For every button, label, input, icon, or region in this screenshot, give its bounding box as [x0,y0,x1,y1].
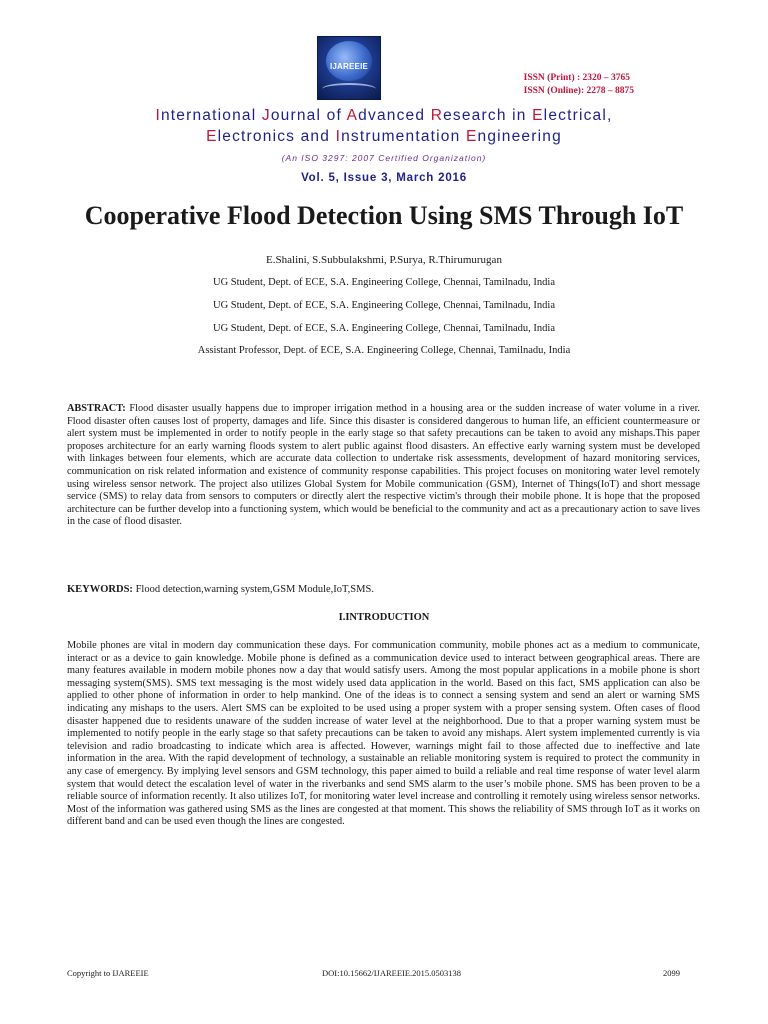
footer-copyright: Copyright to IJAREEIE [67,968,149,978]
paper-authors: E.Shalini, S.Subbulakshmi, P.Surya, R.Thirumurugan [266,254,502,266]
affiliation-1: UG Student, Dept. of ECE, S.A. Engineering College, Chennai, Tamilnadu, India [212,277,555,288]
affiliation-3: UG Student, Dept. of ECE, S.A. Engineering College, Chennai, Tamilnadu, India [212,323,555,334]
journal-word-cap: E [206,128,218,145]
abstract-label: ABSTRACT: [67,403,126,414]
issn-online: ISSN (Online): 2278 – 8875 [523,86,634,96]
journal-word-cap: I [335,128,342,145]
volume-issue: Vol. 5, Issue 3, March 2016 [301,172,467,184]
journal-word-rest: nternational [160,107,262,124]
introduction-text: Mobile phones are vital in modern day communication these days. For communication community, mobile phones act as a medium to communicate, interact or as a device to gain knowledge. Mobile phone is defined as a communication device used to interact between geographical areas. There are many features available in modern mobile phones now a day that would satisfy users. Among the most popular applications in a mobile phone is short messaging system(SMS). SMS text messaging is the most widely used data application in the world. Based on this fact, SMS application can also be applied to other phone of information in order to help mankind. One of the ideas is to connect a sensing system and send an alert or warning SMS indicating any mishaps to the users. Alert SMS can be exploited to be used using a proper system with a proper sensing system. Often cases of flood disaster happened due to residents unaware of the sudden increase of water level at the neighborhood. Due to that a proper warning system must be implemented to notify people in the early stage so that safety precautions can be taken to avoid any mishaps. Alert system implemented currently is via television and radio broadcasting to indicate which area is affected. However, warnings might fail to those affected due to ineffective and late information in the area. With the rapid development of technology, a sustainable an reliable monitoring system is required to protect the community in any case of emergency. By implying level sensors and GSM technology, this paper aimed to build a reliable and real time response of water level alarm system that would detect the escalation level of water in the riverbanks and send SMS alarm to the user’s mobile phone. SMS has been proven to be a reliable source of information recently. It also utilizes IoT, for monitoring water level increase and controlling it remotely using wireless sensor networks. Most of the information was gathered using SMS as the lines are congested at that moment. This shows the reliability of SMS through IoT as it works on different band and can be used even though the lines are congested. [67,640,700,828]
logo-text: IJAREEIE [329,62,369,71]
journal-word-rest: lectrical, [543,107,613,124]
issn-block [524,72,634,98]
footer-doi: DOI:10.15662/IJAREEIE.2015.0503138 [322,968,462,978]
journal-word-rest: dvanced [358,107,431,124]
journal-word-cap: E [465,128,478,145]
abstract-text: Flood disaster usually happens due to improper irrigation method in a housing area or the sudden increase of water volume in a river. Flood disaster often causes lost of property, damages and life. Since this disaster is considered dangerous to human life, an efficient countermeasure or alert system must be implemented in order to notify people in the early stage so that safety precautions can be taken to avoid any mishaps.This paper proposes architecture for an early warning floods system to alert public against flood disasters. An effective early warning system must be developed with linkages between four elements, which are accurate data collection to undertake risk assessments, development of hazard monitoring services, communication on risk related information and existence of community response capabilities. This project focuses on monitoring water level remotely using wireless sensor network. The project also utilizes Global System for Mobile communication (GSM), Internet of Things(IoT) and short message service (SMS) to relay data from sensors to computers or directly alert the respective victim's through their mobile phone. It is hope that the proposed architecture can be further develop into a functioning system, which would be beneficial to the community and act as a precautionary action to save lives in the case of flood disaster. [67,403,701,528]
journal-word-rest: ngineering [477,128,562,145]
journal-logo [317,36,381,100]
affiliation-2: UG Student, Dept. of ECE, S.A. Engineering College, Chennai, Tamilnadu, India [212,300,555,311]
certification-note: (An ISO 3297: 2007 Certified Organization) [281,153,487,163]
journal-word-rest: esearch in [443,107,533,124]
journal-name [60,105,708,147]
journal-word-cap: E [532,107,544,124]
keywords [67,584,700,595]
journal-word-rest: nstrumentation [341,128,466,145]
journal-word-rest: lectronics and [217,128,336,145]
journal-word-rest: ournal of [270,107,347,124]
keywords-text: Flood detection,warning system,GSM Module,IoT,SMS. [135,584,374,595]
journal-name-line-2 [60,126,708,147]
issn-print: ISSN (Print) : 2320 – 3765 [523,73,631,83]
paper-title: Cooperative Flood Detection Using SMS Through IoT [84,201,684,230]
journal-word-cap: R [430,107,444,124]
journal-word-cap: I [155,107,161,124]
affiliation-4: Assistant Professor, Dept. of ECE, S.A. Engineering College, Chennai, Tamilnadu, India [197,345,571,356]
footer-page-number: 2099 [663,968,680,978]
logo-ring [322,83,376,95]
journal-word-cap: A [346,107,359,124]
journal-name-line-1 [60,105,708,126]
abstract [67,403,700,529]
section-heading: I.INTRODUCTION [338,612,430,623]
journal-word-cap: J [261,107,271,124]
keywords-label: KEYWORDS: [67,584,133,595]
globe-icon [326,41,372,81]
